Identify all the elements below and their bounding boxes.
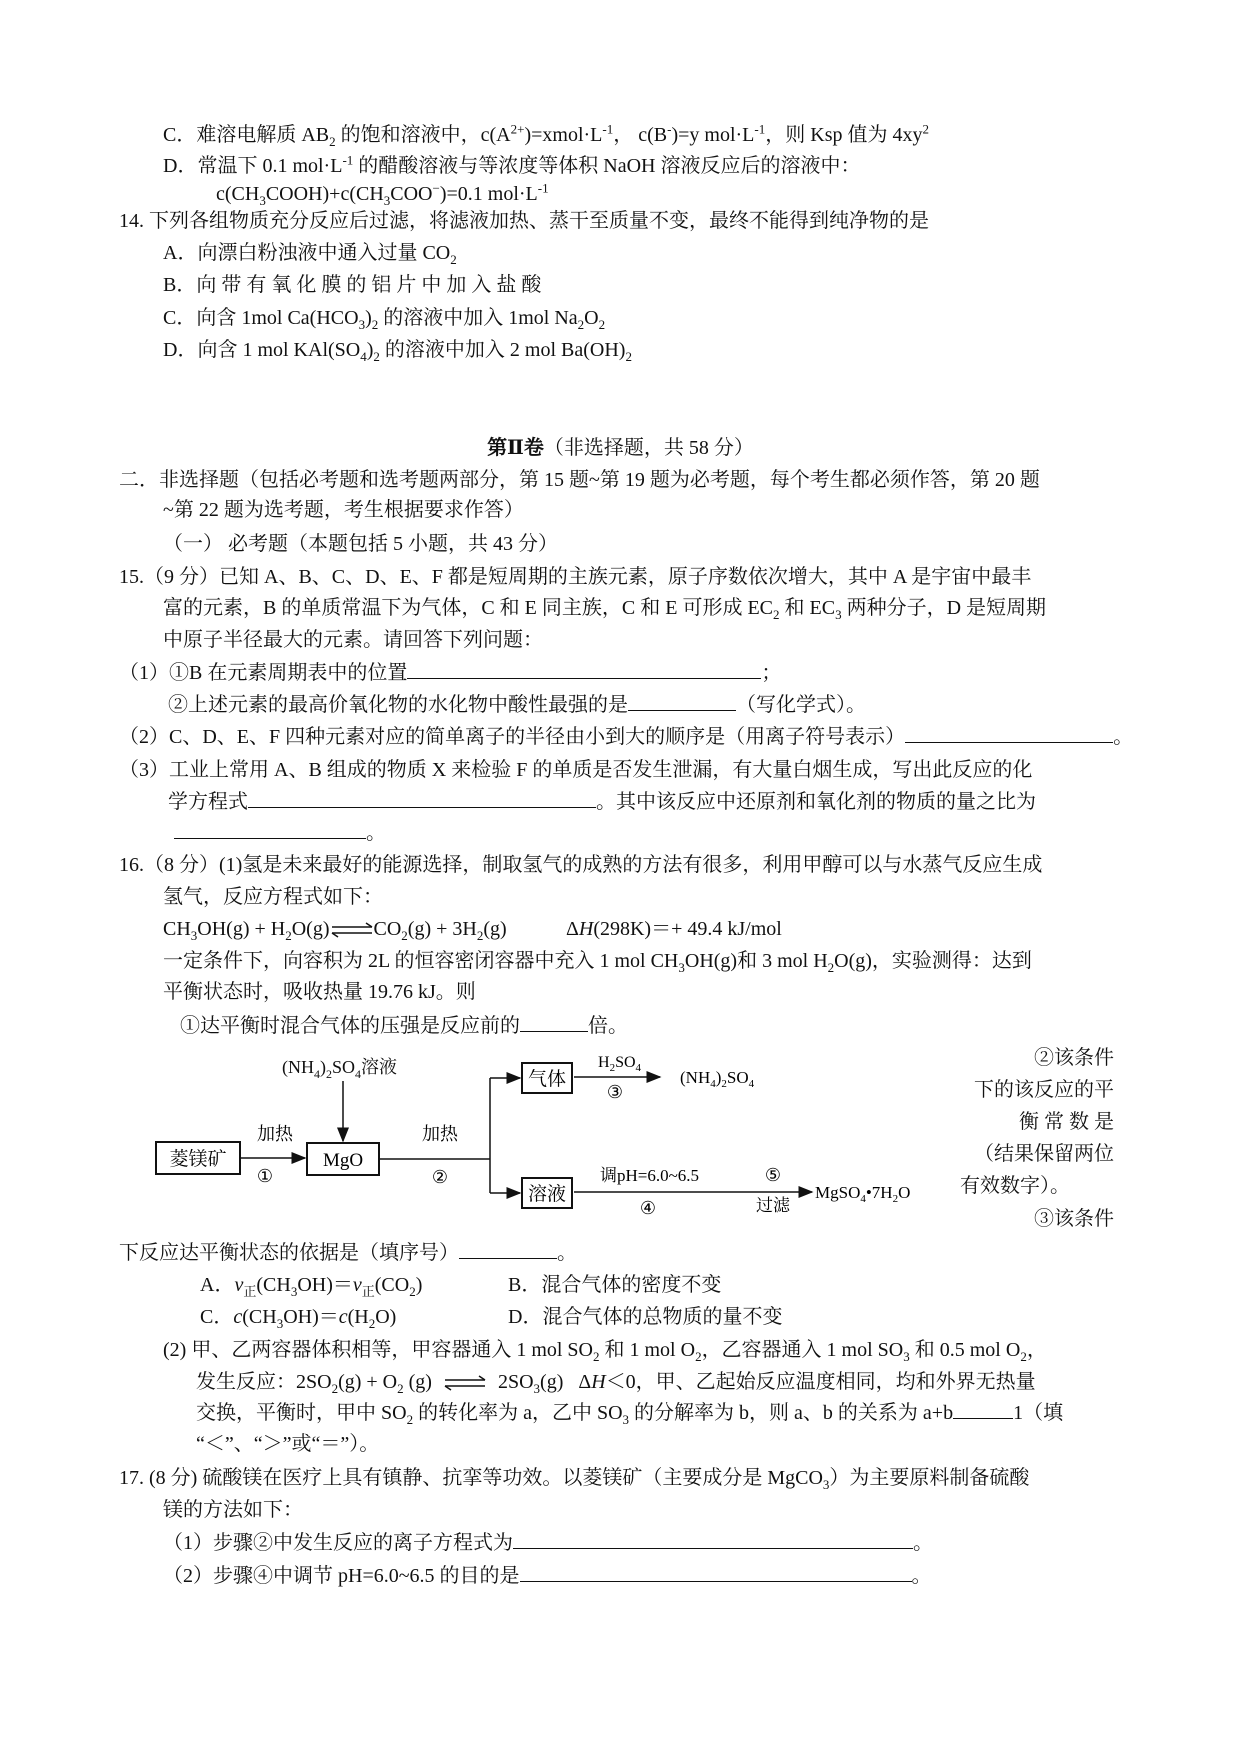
q15-part1a: （1）①B 在元素周期表中的位置 ； [119, 662, 782, 684]
section-subtitle: （一） 必考题（本题包括 5 小题，共 43 分） [163, 533, 558, 555]
q15-line1: 15.（9 分）已知 A、B、C、D、E、F 都是短周期的主族元素，原子序数依次增大，其中 A 是宇宙中最丰 [119, 566, 1032, 588]
svg-text:①: ① [256, 1166, 274, 1186]
svg-text:H2SO4: $H_2SO_4$ [598, 1054, 642, 1074]
equilibrium-arrow-icon [330, 922, 374, 938]
svg-text:过滤: 过滤 [756, 1196, 790, 1215]
q13-option-d: D．常温下 0.1 $mol\cdot L^{-1}$ 的醋酸溶液与等浓度等体积 NaOH 溶液反应后的溶液中： [163, 152, 861, 177]
svg-text:MgO: MgO [322, 1150, 364, 1171]
q14-option-a: A．向漂白粉浊液中通入过量 $CO_2$ [163, 242, 457, 267]
q16-line5: 平衡状态时，吸收热量 19.76 kJ。则 [163, 981, 476, 1003]
flow-final-product: $MgSO_4•7H_2O$ [815, 1183, 911, 1205]
answer-blank[interactable] [905, 724, 1113, 743]
q16-part2-line4: “＜”、“＞”或“＝”）。 [196, 1433, 380, 1455]
q17-line1: 17. (8 分) 硫酸镁在医疗上具有镇静、抗挛等功效。以菱镁矿（主要成分是 MgCO$_3$）为主要原料制备硫酸 [119, 1467, 1030, 1492]
answer-blank[interactable] [520, 1563, 912, 1582]
svg-text:③: ③ [606, 1082, 624, 1102]
q16-part2-line2: 发生反应：$2SO_2(g) + O_2$ (g) $2SO_3(g)$ ΔH＜0，甲、乙起始反应温度相同，均和外界无热量 [196, 1371, 1036, 1396]
answer-blank[interactable] [513, 1530, 913, 1549]
q14-stem: 14. 下列各组物质充分反应后过滤，将滤液加热、蒸干至质量不变，最终不能得到纯净物的是 [119, 210, 929, 232]
q16-sub1: ①达平衡时混合气体的压强是反应前的 倍。 [180, 1015, 628, 1037]
svg-text:加热: 加热 [257, 1124, 293, 1144]
q16-line4: 一定条件下，向容积为 2L 的恒容密闭容器中充入 1 mol $CH_3OH(g)$和 3 mol $H_2O(g)$，实验测得：达到 [163, 950, 1032, 975]
q15-part3c: 。 [174, 820, 386, 846]
q16-sub2-line2: 下的该反应的平 [974, 1079, 1114, 1101]
q13-option-d-formula: $c(CH_3COOH)+c(CH_3COO^-)=0.1$ $mol\cdot L^{-1}$ [216, 180, 549, 208]
flow-reagent-top: $(NH_4)_2SO_4$溶液 [282, 1057, 398, 1081]
answer-blank[interactable] [248, 789, 596, 808]
flowchart [150, 1045, 950, 1220]
q15-part2: （2）C、D、E、F 四种元素对应的简单离子的半径由小到大的顺序是（用离子符号表示） 。 [119, 726, 1134, 748]
q14-option-b: B．向 带 有 氧 化 膜 的 铝 片 中 加 入 盐 酸 [163, 274, 542, 296]
q16-option-a: A．$v_正(CH_3OH)=v_正(CO_2)$ [200, 1274, 423, 1299]
q17-part2: （2）步骤④中调节 pH=6.0~6.5 的目的是 。 [163, 1565, 932, 1587]
svg-text:②: ② [431, 1167, 449, 1187]
q17-line2: 镁的方法如下： [163, 1499, 303, 1521]
q14-option-d: D．向含 1 mol $KAl(SO_4)_2$ 的溶液中加入 2 mol $Ba(OH)_2$ [163, 339, 632, 364]
section-title: 第Ⅱ卷（非选择题，共 58 分） [487, 437, 754, 459]
answer-blank[interactable] [953, 1400, 1013, 1419]
q16-part2-line3: 交换，平衡时，甲中 $SO_2$ 的转化率为 a，乙中 $SO_3$ 的分解率为 b，则 a、b 的关系为 a+b 1（填 [196, 1402, 1064, 1427]
svg-text:加热: 加热 [422, 1124, 458, 1144]
q16-enthalpy: ΔH(298K)＝+ 49.4 kJ/mol [566, 918, 782, 940]
section-intro-line2: ~第 22 题为选考题，考生根据要求作答） [163, 499, 524, 521]
q16-option-c: C．$c(CH_3OH)=c(H_2O)$ [200, 1306, 397, 1331]
q17-part1: （1）步骤②中发生反应的离子方程式为 。 [163, 1532, 933, 1554]
q16-option-d: D．混合气体的总物质的量不变 [508, 1306, 783, 1328]
q16-sub2-line4: （结果保留两位 [974, 1143, 1114, 1165]
q16-sub2-line5: 有效数字）。 [960, 1175, 1070, 1197]
answer-blank[interactable] [628, 692, 736, 711]
q15-part3a: （3）工业上常用 A、B 组成的物质 X 来检验 F 的单质是否发生泄漏，有大量白烟生成，写出此反应的化 [119, 759, 1033, 781]
flow-product-top: $(NH_4)_2SO_4$ [680, 1068, 755, 1090]
answer-blank[interactable] [174, 820, 366, 839]
section-intro-line1: 二．非选择题（包括必考题和选考题两部分，第 15 题~第 19 题为必考题，每个考生都必须作答，第 20 题 [119, 469, 1040, 491]
q14-option-c: C．向含 1mol $Ca(HCO_3)_2$ 的溶液中加入 1mol $Na_2O_2$ [163, 307, 606, 332]
q15-part1b: ②上述元素的最高价氧化物的水化物中酸性最强的是 （写化学式）。 [168, 694, 866, 716]
svg-text:⑤: ⑤ [764, 1165, 782, 1185]
q16-sub3-line1: ③该条件 [1034, 1208, 1114, 1230]
answer-blank[interactable] [459, 1240, 557, 1259]
svg-text:溶液: 溶液 [527, 1184, 567, 1205]
q15-part3b: 学方程式 。其中该反应中还原剂和氧化剂的物质的量之比为 [168, 791, 1036, 813]
q16-sub3-line2: 下反应达平衡状态的依据是（填序号） 。 [119, 1242, 577, 1264]
svg-text:气体: 气体 [527, 1069, 567, 1090]
svg-text:调pH=6.0~6.5: 调pH=6.0~6.5 [600, 1166, 700, 1185]
q16-option-b: B．混合气体的密度不变 [508, 1274, 722, 1296]
q15-line3: 中原子半径最大的元素。请回答下列问题： [163, 629, 543, 651]
svg-text:④: ④ [639, 1198, 657, 1218]
q16-sub2-line1: ②该条件 [1034, 1047, 1114, 1069]
answer-blank[interactable] [407, 660, 761, 679]
q13-option-c: C．难溶电解质 $AB_2$ 的饱和溶液中，$c(A^{2+})=xmol\cdot L^{-1}$， c(B-)=y $mol\cdot L^{-1}$，则 Ksp 值为 $4xy^2$ [163, 121, 929, 149]
q16-equation: $CH_3OH(g) + H_2O(g) CO_2(g) + 3H_2(g)$ [163, 918, 507, 943]
q16-line1: 16.（8 分）(1)氢是未来最好的能源选择，制取氢气的成熟的方法有很多，利用甲醇可以与水蒸气反应生成 [119, 854, 1043, 876]
q16-line2: 氢气，反应方程式如下： [163, 886, 383, 908]
q15-line2: 富的元素，B 的单质常温下为气体，C 和 E 同主族，C 和 E 可形成 $EC_2$ 和 $EC_3$ 两种分子，D 是短周期 [163, 597, 1047, 622]
q16-part2-line1: (2) 甲、乙两容器体积相等，甲容器通入 1 mol $SO_2$ 和 1 mol $O_2$，乙容器通入 1 mol $SO_3$ 和 0.5 mol $O_2$， [163, 1339, 1047, 1364]
q16-sub2-line3: 衡 常 数 是 [1019, 1111, 1114, 1133]
equilibrium-arrow-icon [443, 1375, 487, 1391]
answer-blank[interactable] [520, 1013, 588, 1032]
svg-text:菱镁矿: 菱镁矿 [169, 1149, 227, 1170]
